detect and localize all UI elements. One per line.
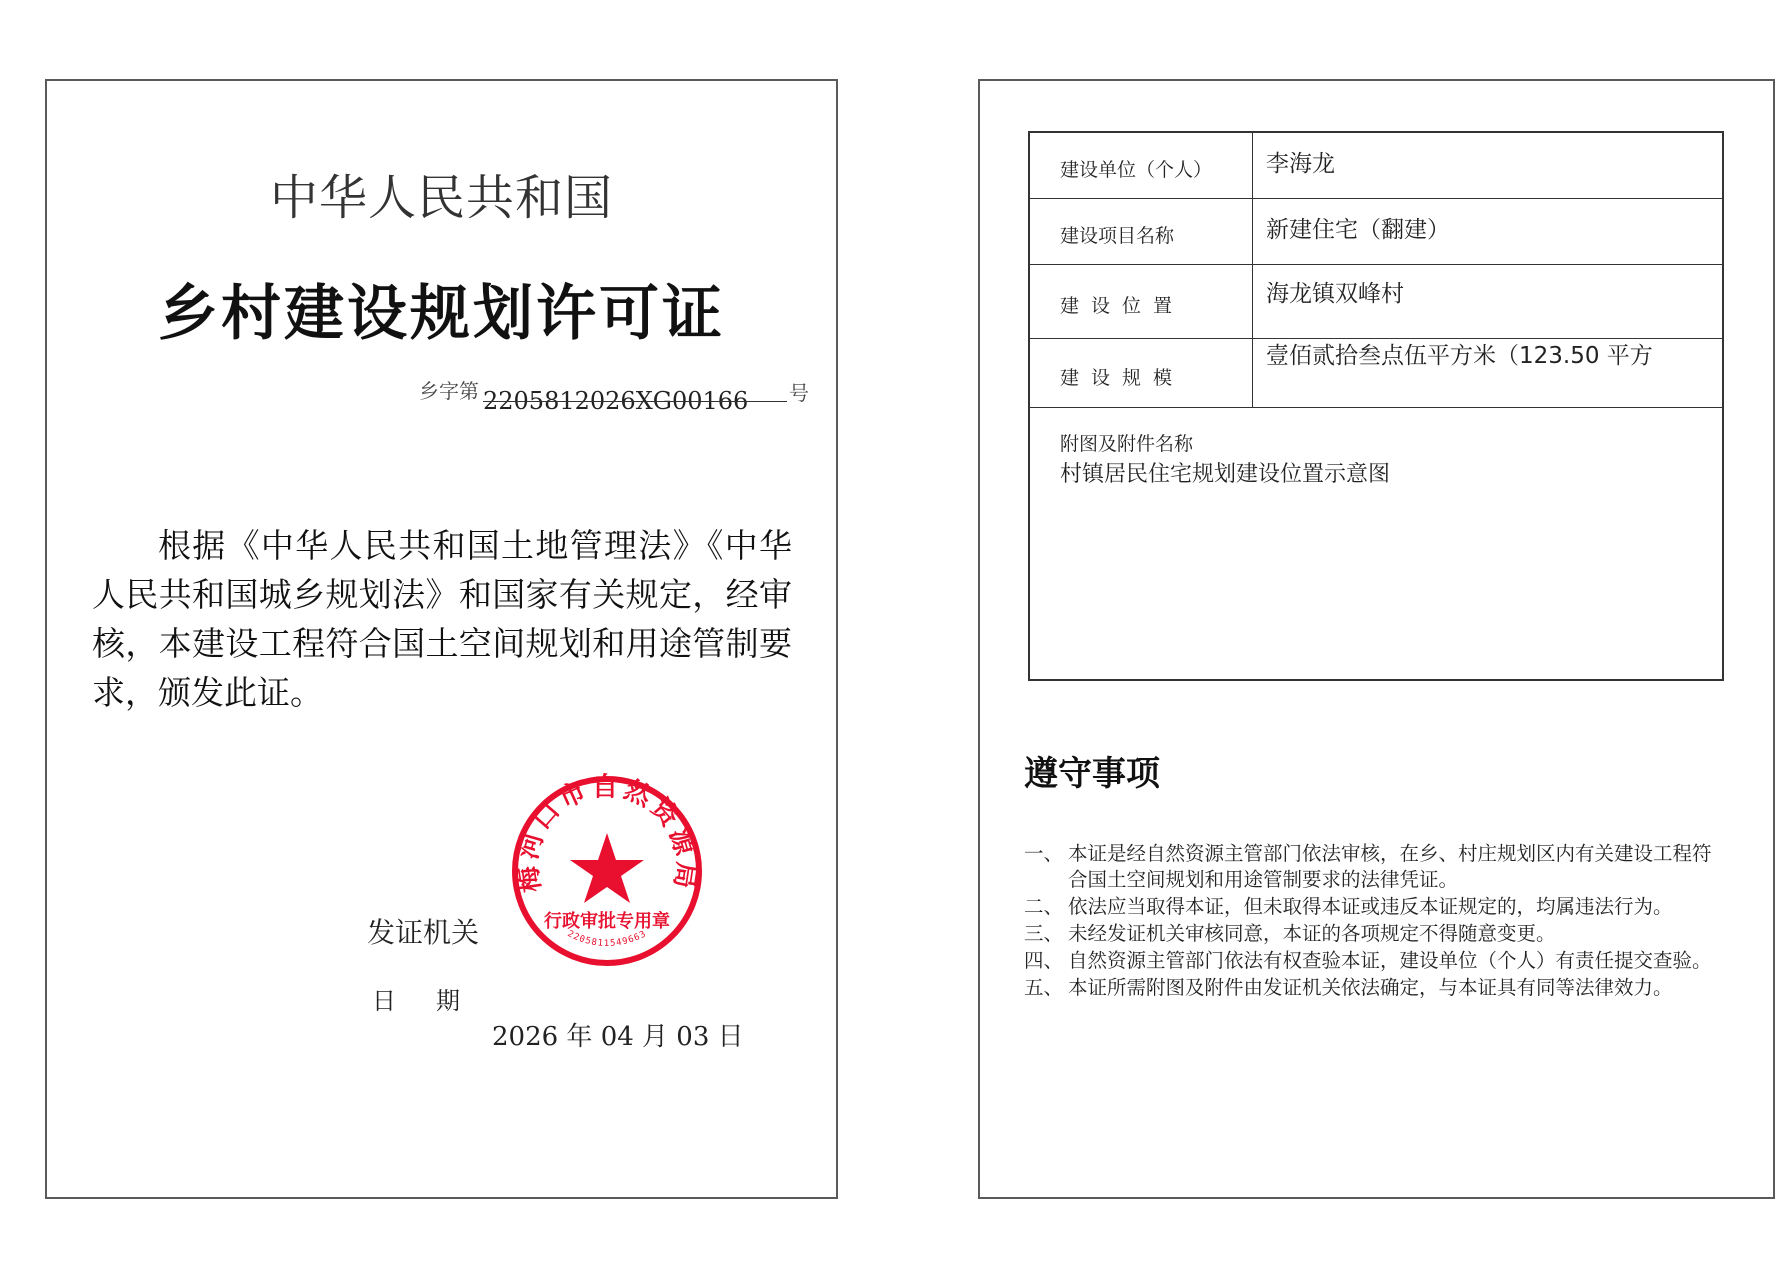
permit-number-value: 2205812026XG00166	[483, 387, 749, 415]
official-seal	[507, 771, 707, 971]
row-label-project-name: 建设项目名称	[1060, 225, 1175, 247]
rule-text: 本证是经自然资源主管部门依法审核，在乡、村庄规划区内有关建设工程符合国土空间规划和用途管制要求的法律凭证。	[1068, 842, 1712, 891]
rules-list	[1024, 841, 1724, 1002]
list-item	[1024, 975, 1724, 1001]
seal-code: 2205811549663	[565, 929, 649, 949]
list-item	[1024, 921, 1724, 947]
row-value-scale: 壹佰贰拾叁点伍平方米（123.50 平方	[1266, 343, 1653, 369]
seal-code-text-path	[566, 929, 649, 949]
permit-number	[419, 371, 809, 415]
rules-title: 遵守事项	[1024, 754, 1160, 794]
permit-body-text: 根据《中华人民共和国土地管理法》《中华人民共和国城乡规划法》和国家有关规定，经审核，本建设工程符合国土空间规划和用途管制要求，颁发此证。	[92, 526, 792, 712]
attachment-label: 附图及附件名称	[1060, 433, 1194, 455]
issue-date: 2026 年 04 月 03 日	[492, 1022, 744, 1052]
list-item	[1024, 948, 1724, 974]
rule-marker: 三、	[1024, 922, 1064, 945]
seal-top-text: 梅河口市自然资源局	[512, 772, 702, 895]
permit-number-prefix: 乡字第	[419, 379, 479, 403]
row-label-applicant: 建设单位（个人）	[1060, 159, 1213, 181]
row-value-applicant: 李海龙	[1266, 151, 1335, 177]
permit-title: 乡村建设规划许可证	[158, 279, 725, 349]
certificate-back-page	[978, 79, 1775, 1199]
attachment-value: 村镇居民住宅规划建设位置示意图	[1060, 462, 1391, 487]
row-value-project-name: 新建住宅（翻建）	[1266, 217, 1450, 243]
rule-text: 自然资源主管部门依法有权查验本证，建设单位（个人）有责任提交查验。	[1068, 949, 1712, 972]
rule-marker: 五、	[1024, 976, 1064, 999]
project-info-table	[1028, 131, 1724, 681]
rule-marker: 二、	[1024, 895, 1064, 918]
row-label-location: 建设位置	[1060, 295, 1185, 317]
issuer-label: 发证机关	[367, 916, 480, 949]
row-value-location: 海龙镇双峰村	[1266, 281, 1404, 307]
star-icon	[570, 833, 644, 903]
table-row	[1030, 339, 1722, 408]
permit-number-suffix: 号	[789, 381, 809, 405]
rule-marker: 一、	[1024, 842, 1064, 865]
list-item	[1024, 894, 1724, 920]
table-row	[1030, 199, 1722, 265]
table-row	[1030, 265, 1722, 339]
rule-text: 未经发证机关审核同意，本证的各项规定不得随意变更。	[1068, 922, 1556, 945]
country-name: 中华人民共和国	[269, 170, 613, 226]
rule-marker: 四、	[1024, 949, 1064, 972]
table-row	[1030, 133, 1722, 199]
seal-bottom-text: 行政审批专用章	[544, 911, 670, 932]
date-label: 日期	[372, 987, 500, 1015]
list-item	[1024, 841, 1724, 893]
permit-number-underline	[483, 401, 787, 402]
certificate-front-page	[45, 79, 838, 1199]
rule-text: 依法应当取得本证，但未取得本证或违反本证规定的，均属违法行为。	[1068, 895, 1673, 918]
rule-text: 本证所需附图及附件由发证机关依法确定，与本证具有同等法律效力。	[1068, 976, 1673, 999]
row-label-scale: 建设规模	[1060, 367, 1185, 389]
